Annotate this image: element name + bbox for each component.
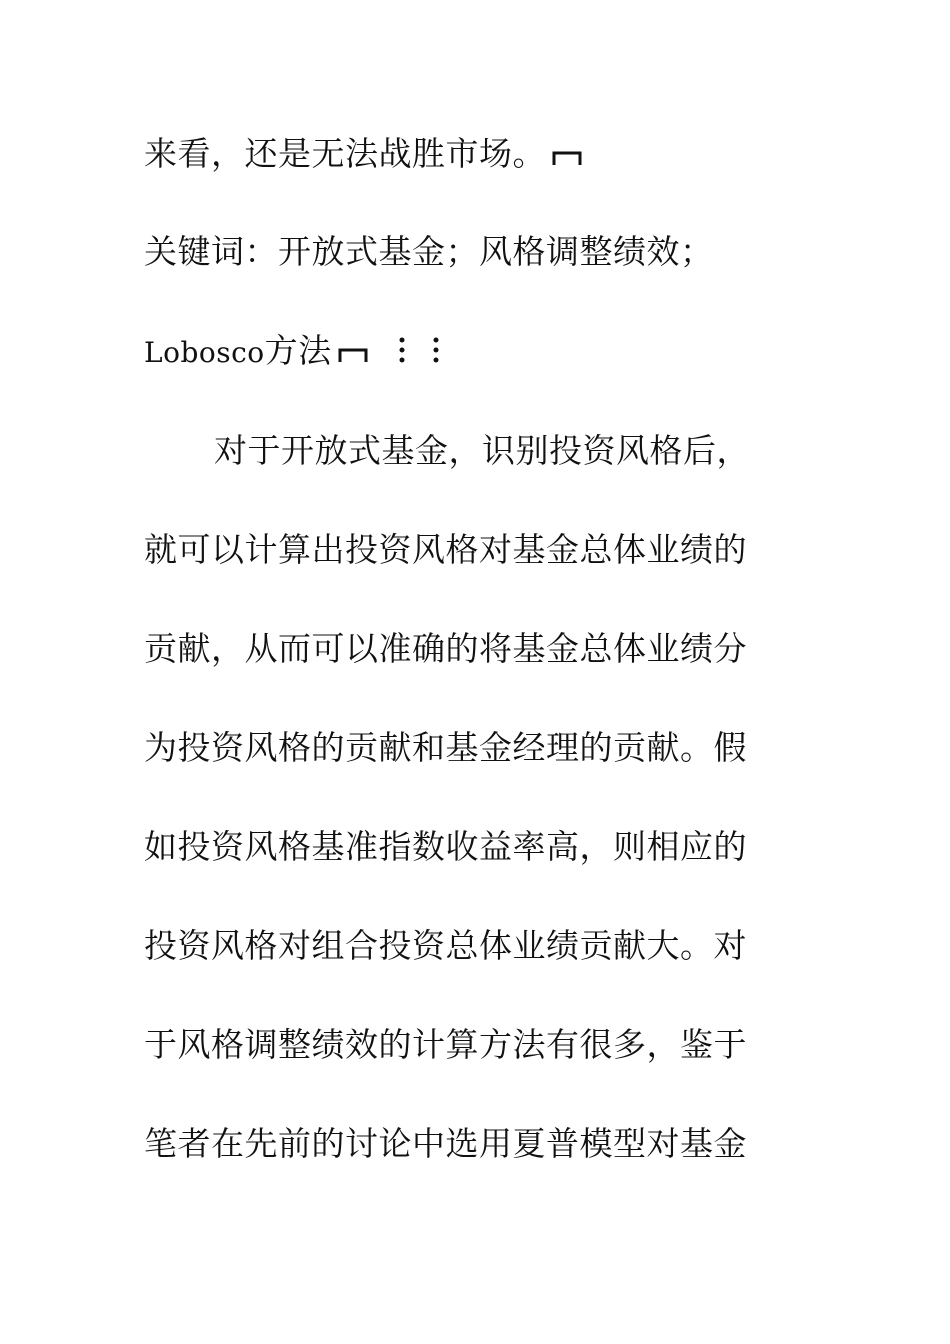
- body-text: 于风格调整绩效的计算方法有很多，鉴于: [144, 1025, 747, 1064]
- text-line-8: [144, 822, 794, 872]
- vertical-dots-icon: [390, 334, 450, 366]
- text-line-9: [144, 921, 794, 971]
- text-line-7: [144, 723, 794, 773]
- body-text: 就可以计算出投资风格对基金总体业绩的: [144, 530, 747, 569]
- paragraph-mark-icon: [338, 344, 368, 364]
- text-line-4: [144, 426, 864, 476]
- keywords-line: 关键词：开放式基金；风格调整绩效；: [144, 232, 714, 271]
- text-line-10: [144, 1020, 794, 1070]
- text-line-6: [144, 624, 794, 674]
- text-line-5: [144, 525, 794, 575]
- text-line-1-content: 来看，还是无法战胜市场。: [144, 134, 546, 173]
- body-text: 为投资风格的贡献和基金经理的贡献。假: [144, 728, 747, 767]
- body-text: 贡献，从而可以准确的将基金总体业绩分: [144, 629, 747, 668]
- keyword-lobosco: Lobosco: [144, 336, 265, 369]
- text-line-11: [144, 1119, 794, 1169]
- text-line-2: [144, 227, 794, 277]
- text-line-1: [144, 129, 794, 179]
- body-text: 笔者在先前的讨论中选用夏普模型对基金: [144, 1124, 747, 1163]
- body-text: 如投资风格基准指数收益率高，则相应的: [144, 827, 747, 866]
- body-text: 投资风格对组合投资总体业绩贡献大。对: [144, 926, 747, 965]
- paragraph-mark-icon: [552, 147, 582, 167]
- paragraph-start: 对于开放式基金，识别投资风格后，: [214, 431, 750, 470]
- text-line-3: [144, 326, 794, 376]
- keyword-method: 方法: [264, 331, 332, 370]
